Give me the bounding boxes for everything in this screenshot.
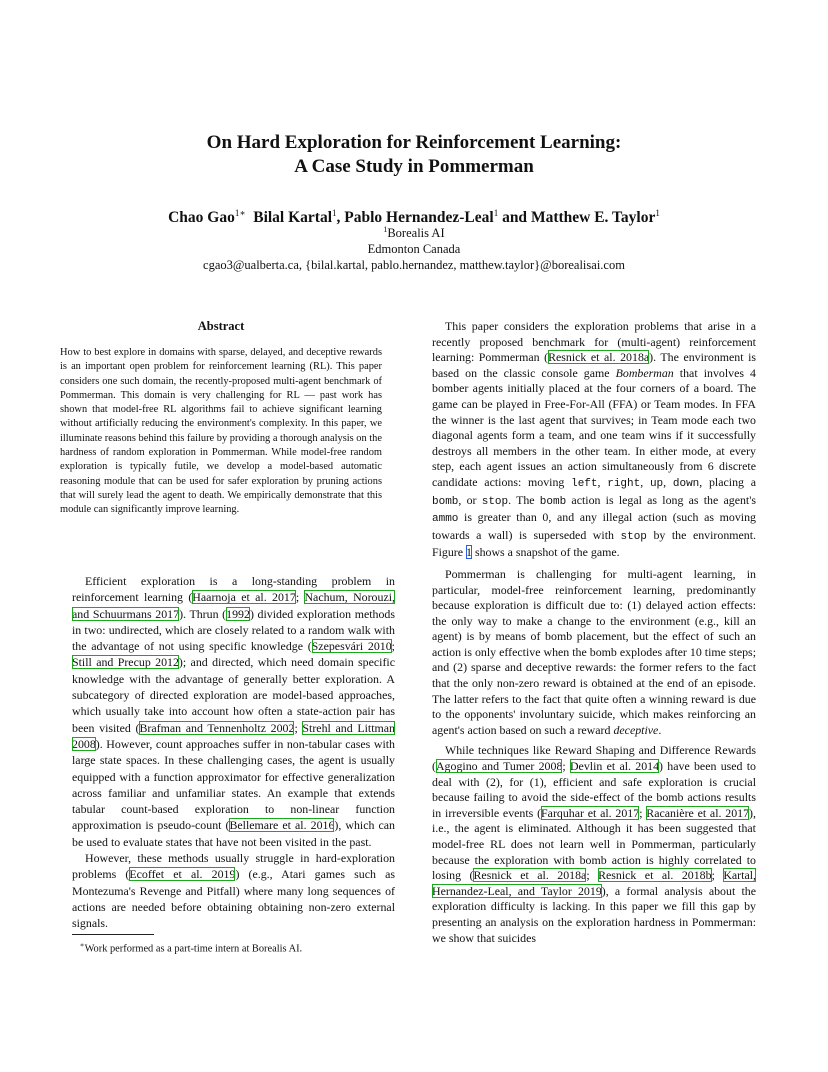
code-term: left — [571, 477, 598, 490]
right-column — [432, 319, 756, 946]
author-name: Bilal Kartal — [253, 209, 333, 227]
author-affil-mark: 1 — [493, 208, 499, 218]
footnote-text: Work performed as a part-time intern at Borealis AI. — [84, 943, 303, 955]
code-term: bomb — [432, 495, 459, 508]
paragraph: Efficient exploration is a long-standing problem in reinforcement learning (Haarnoja et al. 2017; Nachum, Norouzi, and Schuurmans 2017). Thrun (1992) divided exploration methods in two: undirected, which are closely related to a random walk with the advantage of not using specific knowledge (Szepesvári 2010; Still and Precup 2012); and directed, which need domain specific knowledge with the advantage of generally better exploration. A subcategory of directed exploration are model-based approaches, which usually take into account how often a state-action pair has been visited (Brafman and Tennenholtz 2002; Strehl and Littman 2008). However, count approaches suffer in non-tabular cases with large state spaces. In these challenging cases, the agent is usually equipped with a function approximator for effective generalization across familiar and unfamiliar states. An example that extends tabular count-based exploration to non-linear function approximation is pseudo-count (Bellemare et al. 2016), which can be used to evaluate states that have not been visited in the past. — [72, 574, 396, 849]
citation-link[interactable]: Bellemare et al. 2016 — [229, 818, 335, 833]
code-term: stop — [481, 495, 509, 508]
affil-emails: cgao3@ualberta.ca, {bilal.kartal, pablo.hernandez, matthew.taylor}@borealisai.com — [203, 258, 625, 273]
citation-link[interactable]: Resnick et al. 2018b — [598, 868, 712, 883]
citation-link[interactable]: Ecoffet et al. 2019 — [129, 867, 236, 882]
citation-link[interactable]: Brafman and Tennenholtz 2002 — [139, 720, 295, 735]
title-line-1: On Hard Exploration for Reinforcement Learning: — [206, 132, 622, 153]
footnote — [72, 939, 395, 955]
author-name: Chao Gao — [168, 209, 235, 227]
footnote-mark: ∗ — [79, 941, 85, 949]
abstract-text: How to best explore in domains with sparse, delayed, and deceptive rewards is an important open problem for reinforcement learning (RL). This paper considers one such domain, the recently-proposed multi-agent benchmark of Pommerman. This domain is very challenging for RL — past work has shown that model-free RL algorithms fail to achieve significant learning without artificially reducing the environment's complexity. In this paper, we illuminate reasons behind this failure by providing a thorough analysis on the hardness of random exploration in Pommerman. While model-free random exploration is typically futile, we develop a model-based automatic reasoning module that can be used for safer exploration by pruning actions that will surely lead the agent to death. We empirically demonstrate that this module can significantly improve learning. — [60, 347, 382, 516]
citation-link[interactable]: Szepesvári 2010 — [311, 639, 392, 654]
author-affil-mark: 1 — [655, 208, 660, 218]
paragraph: Pommerman is challenging for multi-agent learning, in particular, model-free reinforcement learning, predominantly because exploration is difficult due to: (1) delayed action effects: the only way to make a change to the environment (e.g., kill an agent) is by means of bomb placement, but the effect of such an action is only effective when the bomb explodes after 10 time steps; and (2) sparse and deceptive rewards: the former refers to the fact that the only non-zero reward is obtained at the end of an episode. The latter refers to the fact that quite often a winning reward is due to the opponents' involuntary suicide, which makes reinforcing an agent's action based on such a reward deceptive. — [432, 566, 756, 737]
citation-link[interactable]: Devlin et al. 2014 — [569, 759, 660, 774]
author-affil-mark: 1 — [332, 208, 337, 218]
author-name: Pablo Hernandez-Leal — [344, 209, 494, 227]
citation-link[interactable]: Strehl and Littman 2008 — [72, 720, 395, 751]
affiliation-block — [0, 222, 828, 273]
figure-link[interactable]: 1 — [466, 545, 472, 560]
citation-link[interactable]: Still and Precup 2012 — [72, 655, 179, 670]
affil-org: Borealis AI — [387, 226, 445, 241]
citation-link[interactable]: Agogino and Tumer 2008 — [435, 759, 563, 774]
author-list: Chao Gao$^{1∗}$ Bilal Kartal$^1$, Pablo Hernandez-Leal$^1$ and Matthew E. Taylor$^1$ — [168, 208, 660, 227]
author-affil-mark: 1∗ — [234, 208, 246, 218]
abstract-heading: Abstract — [197, 319, 245, 333]
citation-link[interactable]: 1992 — [226, 606, 250, 621]
citation-link[interactable]: Kartal, Hernandez-Leal, and Taylor 2019 — [432, 868, 756, 898]
citation-link[interactable]: Nachum, Norouzi, and Schuurmans 2017 — [72, 590, 396, 621]
citation-link[interactable]: Haarnoja et al. 2017 — [192, 590, 296, 605]
citation-link[interactable]: Resnick et al. 2018a — [548, 350, 650, 365]
author-name: Matthew E. Taylor — [530, 209, 656, 227]
citation-link[interactable]: Resnick et al. 2018a — [473, 868, 587, 883]
code-term: bomb — [539, 495, 567, 508]
code-term: up — [649, 477, 664, 490]
title-line-2: A Case Study in Pommerman — [294, 156, 534, 177]
paper-title — [0, 131, 828, 179]
footnote-rule — [72, 934, 154, 935]
affil-mark: 1 — [383, 225, 388, 234]
citation-link[interactable]: Racanière et al. 2017 — [646, 805, 750, 820]
code-term: stop — [620, 530, 647, 543]
paragraph: This paper considers the exploration problems that arise in a recently proposed benchmark for (multi-agent) reinforcement learning: Pommerman (Resnick et al. 2018a). The environment is based on the classic console game Bomberman that involves 4 bomber agents initially placed at the four corners of a board. The game can be played in Free-For-All (FFA) or Team modes. In FFA the winner is the last agent that survives; in Team mode each two diagonal agents form a team, and one team wins if it successfully destroys all members in the other team. In either mode, at every step, each agent issues an action simultaneously from 6 discrete candidate actions: moving left, right, up, down, placing a bomb, or stop. The bomb action is legal as long as the agent's ammo is greater than 0, and any illegal action (such as moving towards a wall) is superseded with stop by the environment. Figure 1 shows a snapshot of the game. — [432, 319, 757, 560]
citation-link[interactable]: Farquhar et al. 2017 — [541, 805, 640, 820]
code-term: down — [672, 477, 700, 490]
paragraph: While techniques like Reward Shaping and Difference Rewards (Agogino and Tumer 2008; Devlin et al. 2014) have been used to deal with (2), for (1), efficient and safe exploration is crucial because failing to avoid the side-effect of the bomb actions results in irreversible events (Farquhar et al. 2017; Racanière et al. 2017), i.e., the agent is eliminated. Although it has been suggested that model-free RL does not learn well in Pommerman, particularly because the exploration with bomb action is highly correlated to losing (Resnick et al. 2018a; Resnick et al. 2018b; Kartal, Hernandez-Leal, and Taylor 2019), a formal analysis about the exploration difficulty is lacking. In this paper we fill this gap by presenting an analysis on the exploration hardness in Pommerman: we show that suicides — [432, 743, 756, 945]
code-term: ammo — [432, 513, 459, 526]
left-column — [72, 573, 395, 932]
paragraph: However, these methods usually struggle in hard-exploration problems (Ecoffet et al. 2019) (e.g., Atari games such as Montezuma's Revenge and Pitfall) where many long sequences of actions are needed before obtaining obtaining non-zero external signals. — [72, 851, 396, 931]
code-term: right — [607, 477, 641, 490]
affil-location: Edmonton Canada — [367, 242, 461, 257]
